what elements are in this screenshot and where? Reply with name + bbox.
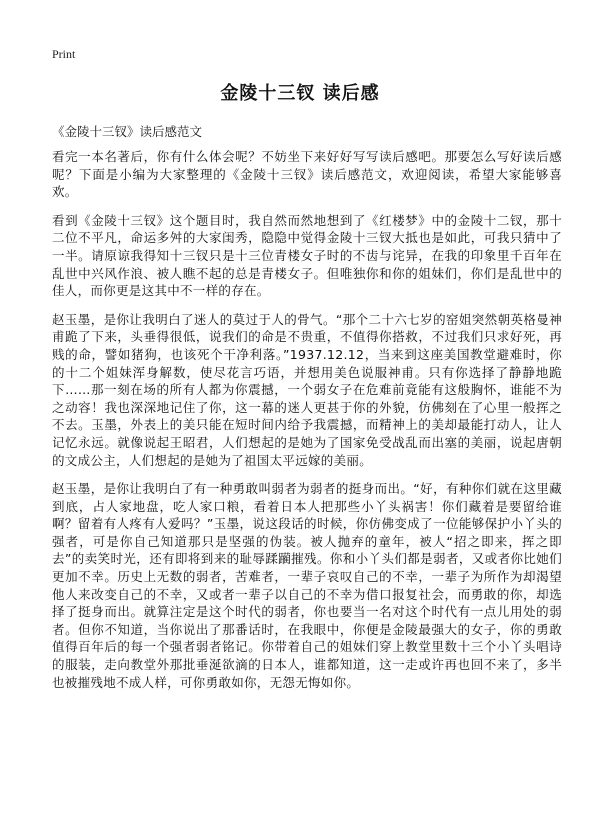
paragraph-impression: 看到《金陵十三钗》这个题目时，我自然而然地想到了《红楼梦》中的金陵十二钗，那十二位不平凡，命运多舛的大家闺秀，隐隐中觉得金陵十三钗大抵也是如此，可我只猜中了一半。请原谅我得知十三钗只是十三位青楼女子时的不齿与诧异，在我的印象里千百年在乱世中兴风作浪、被人瞧不起的总是青楼女子。但唯独你和你的姐妹们，你们是乱世中的佳人，而你更是这其中不一样的存在。 (52, 212, 562, 299)
page-title: 金陵十三钗 读后感 (220, 83, 380, 104)
paragraph-courage: 赵玉墨，是你让我明白了有一种勇敢叫弱者为弱者的挺身而出。“好，有种你们就在这里藏到底，占人家地盘，吃人家口粮，看着日本人把那些小丫头祸害！你们藏着是要留给谁啊？留着有人疼有人爱吗？”玉墨，说这段话的时候，你仿佛变成了一位能够保护小丫头的强者，可是你自己知道那只是坚强的伪装。被人抛弃的童年，被人“招之即来，挥之即去”的卖笑时光，还有即将到来的耻辱蹂躏摧残。你和小丫头们都是弱者，又或者你比她们更加不幸。历史上无数的弱者，苦难者，一辈子哀叹自己的不幸，一辈子为所作为却渴望他人来改变自己的不幸，又或者一辈子以自己的不幸为借口报复社会，而勇敢的你，却选择了挺身而出。就算注定是这个时代的弱者，你也要当一名对这个时代有一点儿用处的弱者。但你不知道，当你说出了那番话时，在我眼中，你便是金陵最强大的女子，你的勇敢值得百年后的每一个强者弱者铭记。你带着自己的姐妹们穿上教堂里数十三个小丫头唱诗的服装，走向教堂外那批垂涎欲滴的日本人，谁都知道，这一走或许再也回不来了，多半也被摧残地不成人样，可你勇敢如你，无怨无悔如你。 (52, 481, 562, 690)
article-body (52, 148, 562, 702)
paragraph-dignity: 赵玉墨，是你让我明白了迷人的莫过于人的骨气。“那个二十六七岁的窑姐突然朝英格曼神甫跪了下来，头垂得很低，说我们的命是不贵重，不值得你搭救，不过我们只求好死，再贱的命，譬如猪狗，也该死个干净利落。”1937.12.12，当来到这座美国教堂避难时，你的十二个姐妹浑身解数，使尽花言巧语，并想用美色说服神甫。只有你选择了静静地跪下……那一刻在场的所有人都为你震撼，一个弱女子在危难前竟能有这般胸怀，谁能不为之动容！我也深深地记住了你，这一幕的迷人更甚于你的外貌，仿佛刻在了心里一般挥之不去。玉墨，外表上的美只能在短时间内给予我震撼，而精神上的美却最能打动人，让人记忆永远。就像说起王昭君，人们想起的是她为了国家免受战乱而出塞的美丽，说起唐朝的文成公主，人们想起的是她为了祖国太平远嫁的美丽。 (52, 311, 562, 468)
article-subtitle: 《金陵十三钗》读后感范文 (52, 124, 203, 139)
paragraph-intro: 看完一本名著后，你有什么体会呢？不妨坐下来好好写写读后感吧。那要怎么写好读后感呢？下面是小编为大家整理的《金陵十三钗》读后感范文，欢迎阅读，希望大家能够喜欢。 (52, 149, 562, 200)
print-link[interactable]: Print (52, 47, 76, 61)
